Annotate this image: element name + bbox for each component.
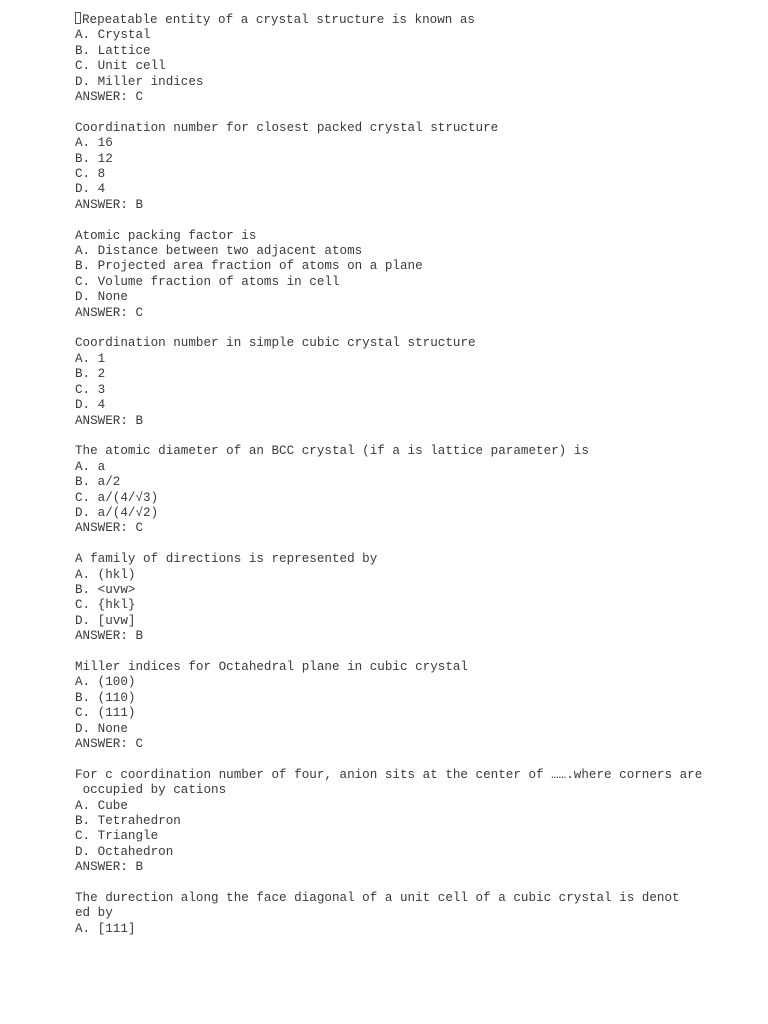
option-c: C. (111): [75, 706, 136, 721]
question-stem: Coordination number for closest packed crystal structure: [75, 120, 499, 135]
option-a: A. a: [75, 459, 106, 474]
question-9: [75, 891, 725, 937]
question-stem: Coordination number in simple cubic crystal structure: [75, 336, 476, 351]
question-7: [75, 660, 725, 752]
option-b: B. 2: [75, 367, 106, 382]
option-c: C. a/(4/√3): [75, 490, 159, 505]
question-stem: Miller indices for Octahedral plane in cubic crystal: [75, 659, 468, 674]
option-d: D. a/(4/√2): [75, 505, 159, 520]
question-stem: Atomic packing factor is: [75, 228, 257, 243]
question-8: [75, 768, 725, 876]
option-c: C. Unit cell: [75, 59, 166, 74]
option-c: C. 3: [75, 382, 106, 397]
missing-glyph-box-icon: [75, 12, 81, 24]
question-1: [75, 12, 725, 105]
question-3: [75, 229, 725, 321]
document-page: [75, 12, 725, 953]
option-b: B. Tetrahedron: [75, 814, 181, 829]
question-stem-line: [75, 12, 725, 28]
question-stem-line-1: The durection along the face diagonal of a unit cell of a cubic crystal is denot: [75, 891, 680, 906]
option-d: D. [uvw]: [75, 613, 136, 628]
answer-line: ANSWER: C: [75, 737, 144, 751]
option-c: C. Triangle: [75, 829, 159, 844]
option-d: D. Miller indices: [75, 74, 204, 89]
question-stem-line-2: occupied by cations: [75, 783, 227, 798]
option-d: D. None: [75, 721, 128, 736]
question-5: [75, 444, 725, 536]
answer-line: ANSWER: B: [75, 860, 144, 875]
option-b: B. Lattice: [75, 43, 151, 58]
option-b: B. a/2: [75, 475, 121, 490]
option-a: A. [111]: [75, 921, 136, 936]
answer-line: ANSWER: C: [75, 90, 144, 105]
question-stem-line-2: ed by: [75, 906, 113, 921]
option-b: B. (110): [75, 690, 136, 705]
answer-line: ANSWER: B: [75, 629, 144, 644]
answer-line: ANSWER: C: [75, 305, 144, 320]
answer-line: ANSWER: C: [75, 521, 144, 536]
option-a: A. Crystal: [75, 28, 151, 43]
answer-line: ANSWER: B: [75, 413, 144, 428]
question-4: [75, 336, 725, 428]
question-stem: The atomic diameter of an BCC crystal (if a is lattice parameter) is: [75, 444, 589, 459]
answer-line: ANSWER: B: [75, 197, 144, 212]
option-d: D. 4: [75, 398, 106, 413]
option-c: C. Volume fraction of atoms in cell: [75, 274, 340, 289]
option-b: B. Projected area fraction of atoms on a plane: [75, 259, 423, 274]
option-a: A. 16: [75, 136, 113, 151]
option-a: A. Cube: [75, 798, 128, 813]
option-d: D. 4: [75, 182, 106, 197]
option-a: A. 1: [75, 351, 106, 366]
question-6: [75, 552, 725, 644]
question-2: [75, 121, 725, 213]
option-b: B. <uvw>: [75, 582, 136, 597]
option-a: A. Distance between two adjacent atoms: [75, 244, 363, 259]
option-d: D. Octahedron: [75, 844, 174, 859]
option-d: D. None: [75, 290, 128, 305]
option-a: A. (hkl): [75, 567, 136, 582]
option-a: A. (100): [75, 675, 136, 690]
question-stem: A family of directions is represented by: [75, 552, 378, 567]
option-c: C. {hkl}: [75, 598, 136, 613]
option-b: B. 12: [75, 151, 113, 166]
question-stem-line-1: For c coordination number of four, anion sits at the center of …….where corners are: [75, 767, 703, 782]
option-c: C. 8: [75, 167, 106, 182]
question-stem-text: Repeatable entity of a crystal structure is known as: [82, 13, 475, 27]
